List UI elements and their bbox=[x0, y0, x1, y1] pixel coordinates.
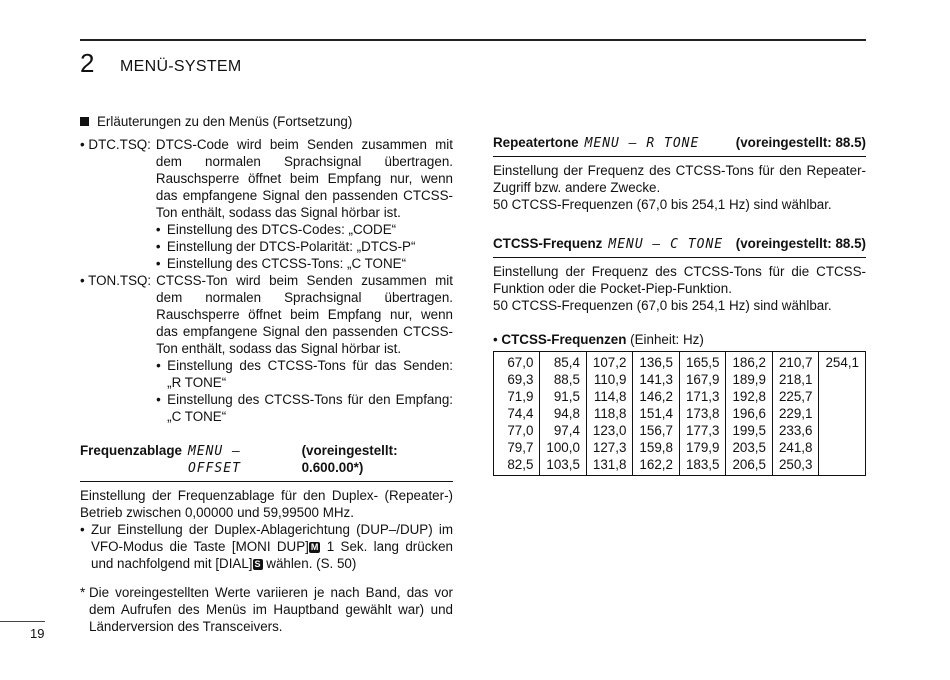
offset-lcd-label: MENU – OFFSET bbox=[187, 444, 241, 476]
table-cell: 136,5 bbox=[639, 355, 673, 370]
table-cell: 123,0 bbox=[592, 423, 627, 438]
table-cell: 94,8 bbox=[553, 406, 580, 421]
ctcss-default: (voreingestellt: 88.5) bbox=[735, 236, 866, 251]
repeater-title: Repeatertone bbox=[493, 135, 579, 150]
ctcss-frequency-table bbox=[493, 351, 866, 476]
table-cell: 67,0 bbox=[507, 355, 534, 370]
table-column bbox=[726, 352, 773, 476]
table-cell: 225,7 bbox=[778, 389, 813, 404]
list-item: • Einstellung des CTCSS-Tons: „C TONE“ bbox=[155, 256, 407, 271]
table-title: CTCSS-Frequenzen bbox=[501, 332, 627, 347]
page-number: 19 bbox=[30, 626, 45, 641]
table-cell: 203,5 bbox=[732, 440, 766, 455]
page-number-rule bbox=[0, 621, 45, 622]
offset-text: Einstellung der Frequenzablage für den Duplex- (Repeater-) Betrieb zwischen 0,00000 und 59,99500 MHz. bbox=[80, 488, 453, 520]
table-cell: 167,9 bbox=[685, 372, 720, 387]
table-column bbox=[586, 352, 633, 476]
table-cell: 210,7 bbox=[778, 355, 813, 370]
table-cell: 88,5 bbox=[553, 372, 580, 387]
ton-tsq-term: • TON.TSQ: bbox=[80, 273, 152, 288]
section-intro bbox=[80, 113, 453, 130]
table-column bbox=[540, 352, 587, 476]
table-cell: 189,9 bbox=[732, 372, 766, 387]
offset-title: Frequenzablage bbox=[80, 443, 182, 458]
table-cell: 173,8 bbox=[685, 406, 720, 421]
table-cell: 218,1 bbox=[778, 372, 813, 387]
top-rule bbox=[80, 39, 866, 41]
table-cell: 192,8 bbox=[732, 389, 766, 404]
table-cell: 206,5 bbox=[732, 457, 766, 472]
list-item: • Einstellung des CTCSS-Tons für den Empfang: „C TONE“ bbox=[156, 392, 453, 424]
table-cell: 141,3 bbox=[639, 372, 673, 387]
square-bullet-icon bbox=[80, 117, 89, 126]
table-cell: 69,3 bbox=[507, 372, 534, 387]
list-item: • Einstellung des DTCS-Codes: „CODE“ bbox=[155, 222, 397, 237]
chapter-number: 2 bbox=[80, 48, 95, 78]
table-cell: 199,5 bbox=[732, 423, 766, 438]
table-cell: 229,1 bbox=[778, 406, 813, 421]
repeater-heading bbox=[493, 134, 866, 157]
ctcss-heading bbox=[493, 235, 866, 258]
dtc-tsq-text: DTCS-Code wird beim Senden zusammen mit dem normalen Sprachsignal übertragen. Rauschsperre öffnet beim Empfang nur, wenn das empfangene Signal den passenden CTCSS-Ton enthält, sodass das Signal hörbar ist. bbox=[155, 137, 453, 220]
table-cell: 127,3 bbox=[592, 440, 627, 455]
offset-bullet-text-b: 1 Sek. lang drücken und nachfolgend mit [DIAL] bbox=[91, 539, 453, 571]
table-cell: 186,2 bbox=[732, 355, 766, 370]
left-column bbox=[80, 113, 453, 635]
ctcss-lcd-label: MENU – C TONE bbox=[608, 237, 724, 252]
table-cell: 165,5 bbox=[685, 355, 720, 370]
table-cell: 91,5 bbox=[553, 389, 580, 404]
table-cell: 183,5 bbox=[685, 457, 720, 472]
table-cell: 100,0 bbox=[546, 440, 580, 455]
offset-bullet-text-c: wählen. (S. 50) bbox=[262, 556, 357, 571]
ctcss-text: Einstellung der Frequenz des CTCSS-Tons für die CTCSS-Funktion oder die Pocket-Piep-Funktion. bbox=[493, 264, 866, 296]
list-item: • Einstellung des CTCSS-Tons für das Senden: „R TONE“ bbox=[156, 358, 453, 390]
table-cell: 151,4 bbox=[639, 406, 673, 421]
repeater-default: (voreingestellt: 88.5) bbox=[735, 135, 866, 150]
table-cell: 71,9 bbox=[507, 389, 534, 404]
list-item: • Einstellung der DTCS-Polarität: „DTCS-P“ bbox=[155, 239, 416, 254]
chapter-title: MENÜ-SYSTEM bbox=[120, 58, 242, 75]
table-cell: 85,4 bbox=[553, 355, 580, 370]
offset-bullet-text-a: Zur Einstellung der Duplex-Ablagerichtung (DUP–/DUP) im VFO-Modus die Taste [MONI DUP] bbox=[91, 522, 453, 554]
table-cell: 107,2 bbox=[592, 355, 627, 370]
table-cell: 110,9 bbox=[593, 372, 627, 387]
table-cell: 179,9 bbox=[685, 440, 720, 455]
table-column bbox=[819, 352, 866, 476]
table-cell: 233,6 bbox=[778, 423, 813, 438]
table-cell: 241,8 bbox=[778, 440, 813, 455]
repeater-lcd-label: MENU – R TONE bbox=[584, 136, 700, 151]
right-column bbox=[493, 134, 866, 476]
table-column bbox=[679, 352, 726, 476]
table-cell: 74,4 bbox=[507, 406, 534, 421]
table-cell: 159,8 bbox=[639, 440, 673, 455]
table-cell: 162,2 bbox=[639, 457, 673, 472]
table-cell: 103,5 bbox=[546, 457, 580, 472]
table-column bbox=[494, 352, 540, 476]
table-cell: 77,0 bbox=[507, 423, 534, 438]
table-cell: 177,3 bbox=[685, 423, 720, 438]
table-cell: 254,1 bbox=[825, 355, 859, 370]
sub-key-icon: S bbox=[254, 559, 261, 569]
table-cell: 171,3 bbox=[685, 389, 720, 404]
table-cell: 131,8 bbox=[592, 457, 627, 472]
table-unit: (Einheit: Hz) bbox=[630, 332, 704, 347]
footnote: * Die voreingestellten Werte variieren je nach Band, das vor dem Aufrufen des Menüs im Hauptband gewählt war) und Länderversion des Transceivers. bbox=[80, 585, 453, 634]
table-cell: 156,7 bbox=[639, 423, 673, 438]
table-cell: 250,3 bbox=[778, 457, 813, 472]
repeater-text-2: 50 CTCSS-Frequenzen (67,0 bis 254,1 Hz) sind wählbar. bbox=[493, 197, 832, 212]
table-cell: 146,2 bbox=[639, 389, 673, 404]
ton-tsq-definition bbox=[80, 272, 453, 425]
ton-tsq-text: CTCSS-Ton wird beim Senden zusammen mit dem normalen Sprachsignal übertragen. Rauschsperre öffnet beim Empfang nur, wenn das empfangene Signal den passenden CTCSS-Ton enthält, sodass das Signal hörbar ist. bbox=[156, 273, 453, 356]
dtc-tsq-term: • DTC.TSQ: bbox=[80, 137, 151, 152]
table-cell: 114,8 bbox=[593, 389, 627, 404]
offset-default: (voreingestellt: 0.600.00*) bbox=[301, 443, 398, 475]
table-cell: 118,8 bbox=[593, 406, 627, 421]
dtc-tsq-definition bbox=[80, 136, 453, 272]
table-cell: 196,6 bbox=[732, 406, 766, 421]
table-cell: 97,4 bbox=[553, 423, 580, 438]
offset-heading bbox=[80, 442, 453, 482]
main-key-icon: M bbox=[310, 542, 319, 552]
table-column bbox=[633, 352, 680, 476]
table-caption: • CTCSS-Frequenzen (Einheit: Hz) bbox=[493, 332, 704, 347]
table-cell: 82,5 bbox=[507, 457, 534, 472]
ctcss-title: CTCSS-Frequenz bbox=[493, 236, 603, 251]
offset-bullet: • Zur Einstellung der Duplex-Ablagerichtung (DUP–/DUP) im VFO-Modus die Taste [MONI DUP] M 1 Sek. lang drücken und nachfolgend mit [DIAL] S wählen. (S. 50) bbox=[80, 522, 453, 571]
repeater-text: Einstellung der Frequenz des CTCSS-Tons für den Repeater-Zugriff bzw. andere Zwecke. bbox=[493, 163, 866, 195]
table-cell: 79,7 bbox=[507, 440, 534, 455]
ctcss-text-2: 50 CTCSS-Frequenzen (67,0 bis 254,1 Hz) sind wählbar. bbox=[493, 298, 832, 313]
intro-text: Erläuterungen zu den Menüs (Fortsetzung) bbox=[97, 114, 353, 129]
table-column bbox=[772, 352, 819, 476]
